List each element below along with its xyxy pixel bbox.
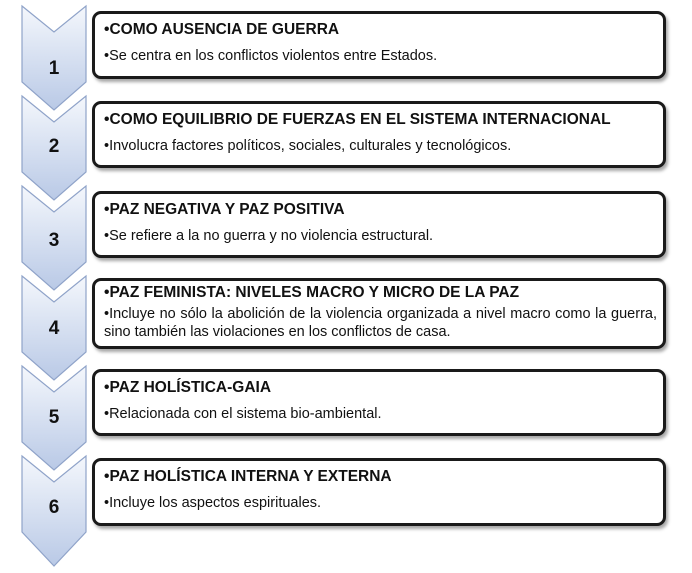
bullet: •: [104, 468, 110, 485]
step-number-1: 1: [48, 58, 60, 79]
step-box-4: [92, 278, 666, 349]
step-title-2: •COMO EQUILIBRIO DE FUERZAS EN EL SISTEMA INTERNACIONAL: [104, 111, 611, 128]
bullet: •: [104, 406, 110, 422]
step-number-6: 6: [48, 497, 60, 518]
bullet: •: [104, 21, 110, 38]
bullet: •: [104, 201, 110, 218]
step-title-3: •PAZ NEGATIVA Y PAZ POSITIVA: [104, 201, 345, 218]
step-box-1: [92, 11, 666, 79]
bullet: •: [104, 228, 110, 244]
step-title-6: •PAZ HOLÍSTICA INTERNA Y EXTERNA: [104, 468, 392, 485]
step-number-4: 4: [48, 318, 60, 339]
bullet: •: [104, 306, 110, 322]
step-box-2: [92, 101, 666, 168]
step-title-5: •PAZ HOLÍSTICA-GAIA: [104, 379, 272, 396]
step-description-5: •Relacionada con el sistema bio-ambiental.: [104, 406, 382, 422]
bullet: •: [104, 284, 110, 301]
step-number-5: 5: [48, 407, 60, 428]
bullet: •: [104, 379, 110, 396]
bullet: •: [104, 138, 110, 154]
step-description-3: •Se refiere a la no guerra y no violencia estructural.: [104, 228, 434, 244]
step-title-1: •COMO AUSENCIA DE GUERRA: [104, 21, 340, 38]
step-description-4: •Incluye no sólo la abolición de la violencia organizada a nivel macro como la guerra, sino también las violaciones en los conflictos de casa.: [104, 306, 657, 340]
bullet: •: [104, 495, 110, 511]
step-number-3: 3: [48, 230, 60, 251]
bullet: •: [104, 111, 110, 128]
step-box-5: [92, 369, 666, 436]
step-description-1: •Se centra en los conflictos violentos entre Estados.: [104, 48, 438, 64]
step-description-2: •Involucra factores políticos, sociales, culturales y tecnológicos.: [104, 138, 512, 154]
step-box-6: [92, 458, 666, 526]
step-title-4: •PAZ FEMINISTA: NIVELES MACRO Y MICRO DE LA PAZ: [104, 284, 520, 301]
step-description-6: •Incluye los aspectos espirituales.: [104, 495, 322, 511]
step-number-2: 2: [48, 136, 60, 157]
bullet: •: [104, 48, 110, 64]
step-box-3: [92, 191, 666, 258]
